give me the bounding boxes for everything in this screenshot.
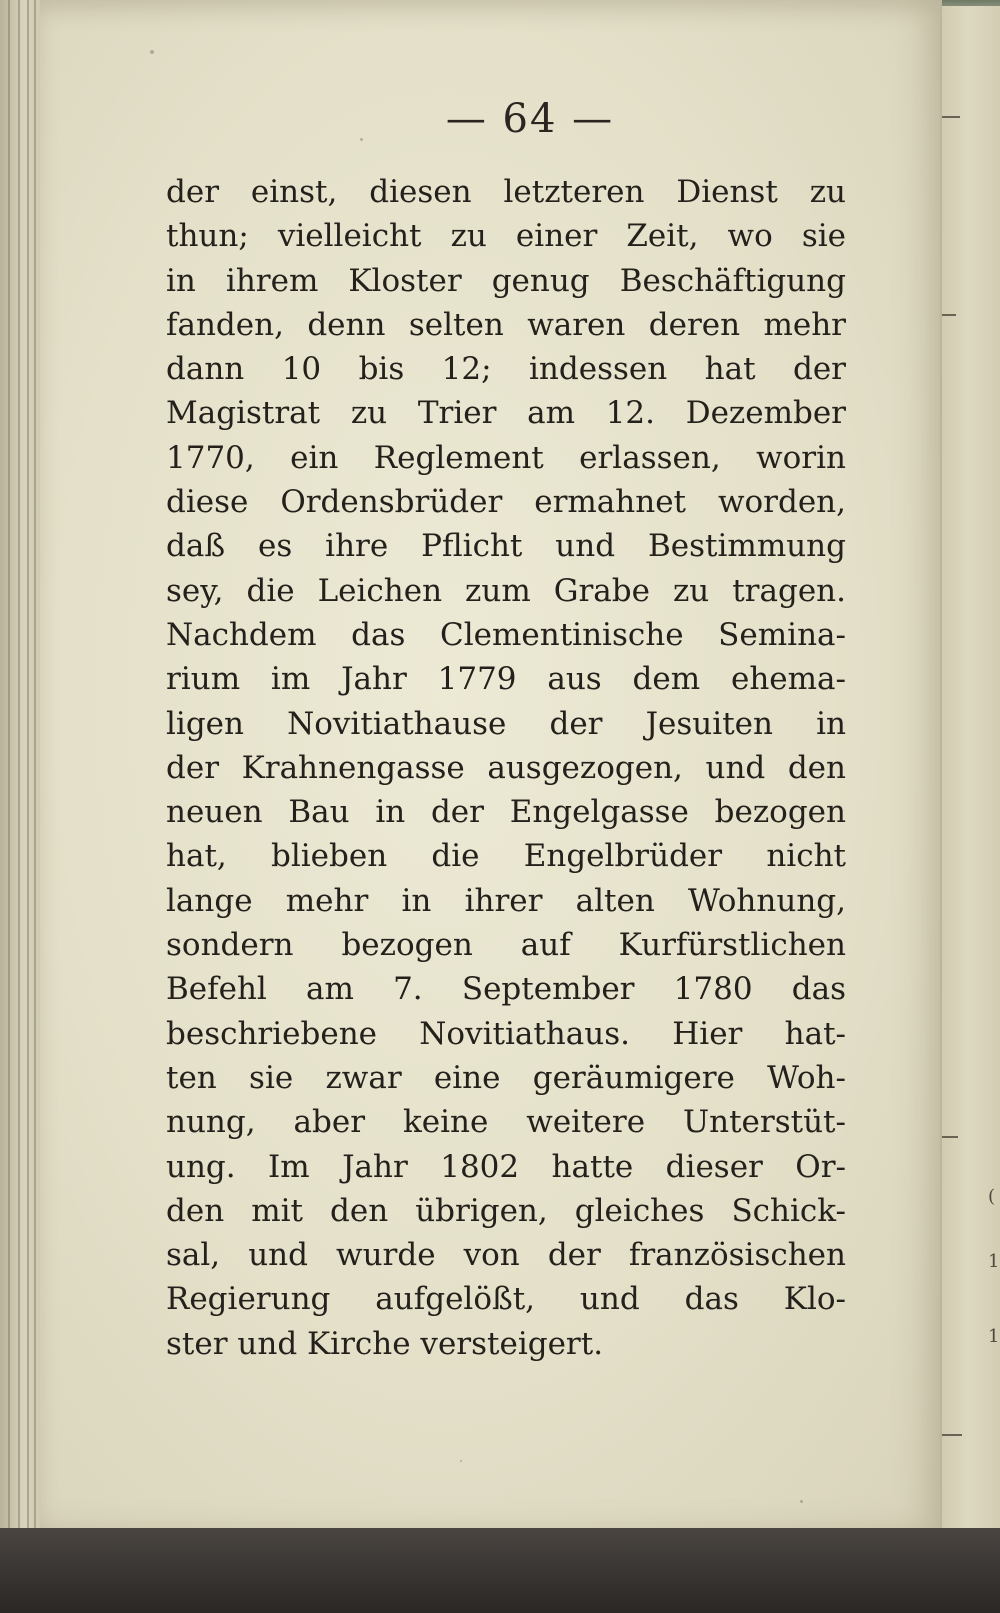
page-body-text — [166, 170, 846, 1366]
next-page-edge — [938, 6, 1000, 1536]
next-page-glyph: 1 — [988, 1326, 1000, 1347]
text-line: Nachdem das Clementinische Semina- — [166, 616, 846, 653]
text-line: beschriebene Novitiathaus. Hier hat- — [166, 1015, 846, 1052]
text-line: hat, blieben die Engelbrüder nicht — [166, 838, 846, 875]
text-line: der Krahnengasse ausgezogen, und den — [166, 749, 846, 786]
text-line: Regierung aufgelößt, und das Klo- — [166, 1281, 846, 1318]
text-line: fanden, denn selten waren deren mehr — [166, 306, 846, 343]
text-line: Befehl am 7. September 1780 das — [166, 971, 846, 1008]
text-line: der einst, diesen letzteren Dienst zu — [166, 174, 846, 210]
text-line: den mit den übrigen, gleiches Schick- — [166, 1192, 846, 1229]
text-line: thun; vielleicht zu einer Zeit, wo sie — [166, 218, 846, 255]
text-line: Magistrat zu Trier am 12. Dezember — [166, 395, 846, 432]
text-line: lange mehr in ihrer alten Wohnung, — [166, 882, 846, 919]
text-line: nung, aber keine weitere Unterstüt- — [166, 1104, 846, 1141]
text-line: rium im Jahr 1779 aus dem ehema- — [166, 661, 846, 698]
text-line: ten sie zwar eine geräumigere Woh- — [166, 1059, 846, 1096]
text-line: diese Ordensbrüder ermahnet worden, — [166, 484, 846, 521]
text-line: sey, die Leichen zum Grabe zu tragen. — [166, 572, 846, 609]
text-line: in ihrem Kloster genug Beschäftigung — [166, 262, 846, 299]
scan-background — [0, 1528, 1000, 1613]
text-line: ung. Im Jahr 1802 hatte dieser Or- — [166, 1148, 846, 1185]
text-line: sondern bezogen auf Kurfürstlichen — [166, 927, 846, 964]
next-page-glyph: ( — [988, 1186, 996, 1207]
text-line: dann 10 bis 12; indessen hat der — [166, 351, 846, 388]
page-number-header: — 64 — — [445, 96, 615, 142]
text-line: ster und Kirche versteigert. — [166, 1325, 604, 1362]
text-line: 1770, ein Reglement erlassen, worin — [166, 439, 846, 476]
text-line: neuen Bau in der Engelgasse bezogen — [166, 794, 846, 831]
next-page-glyph: 1 — [988, 1251, 1000, 1272]
text-line: sal, und wurde von der französischen — [166, 1237, 846, 1274]
text-line: ligen Novitiathause der Jesuiten in — [166, 705, 846, 742]
text-line: daß es ihre Pflicht und Bestimmung — [166, 528, 846, 565]
